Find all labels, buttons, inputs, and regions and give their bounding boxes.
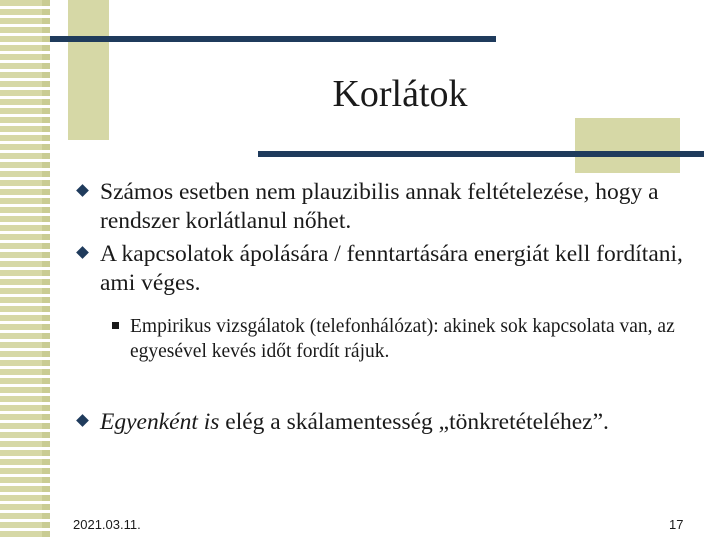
bullet-text: elég a skálamentesség „tönkretételéhez”. bbox=[219, 409, 609, 435]
title-rule-bottom bbox=[258, 151, 704, 157]
bullet-text: A kapcsolatok ápolására / fenntartására energiát kell fordítani, ami véges. bbox=[100, 241, 683, 296]
slide-title: Korlátok bbox=[332, 73, 468, 115]
sub-bullet-text: Empirikus vizsgálatok (telefonhálózat): akinek sok kapcsolata van, az egyesével kevés időt fordít rájuk. bbox=[130, 316, 675, 362]
diamond-bullet-icon bbox=[76, 184, 89, 197]
bullet-text: Számos esetben nem plauzibilis annak feltételezése, hogy a rendszer korlátlanul nőhet. bbox=[100, 179, 659, 234]
square-bullet-icon bbox=[112, 322, 119, 329]
sub-bullet-item bbox=[78, 314, 698, 364]
footer-date: 2021.03.11. bbox=[73, 517, 141, 532]
bullet-item bbox=[78, 408, 698, 437]
title-rule-top bbox=[50, 36, 496, 42]
diamond-bullet-icon bbox=[76, 414, 89, 427]
bullet-item bbox=[78, 240, 698, 298]
bullet-emphasis-text: Egyenként is bbox=[100, 409, 220, 435]
slide-content bbox=[78, 178, 698, 441]
page-number: 17 bbox=[669, 517, 684, 532]
decor-block-right bbox=[575, 118, 680, 173]
diamond-bullet-icon bbox=[76, 246, 89, 259]
bullet-item bbox=[78, 178, 698, 236]
